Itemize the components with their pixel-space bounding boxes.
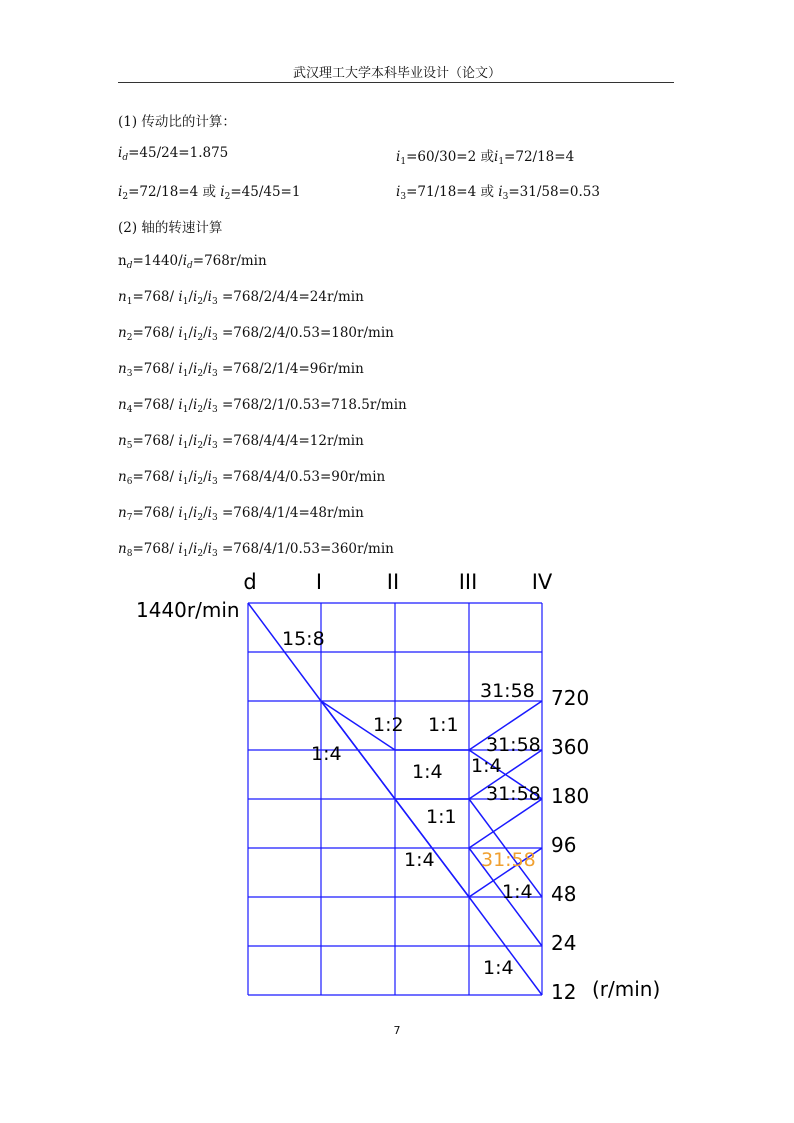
ratio-label: 15:8 <box>282 628 325 650</box>
ratio-label: 31:58 <box>486 783 541 805</box>
ratio-id-value: =45/24=1.875 <box>128 145 229 161</box>
speed-nd-result: =768r/min <box>192 253 267 269</box>
ratio-i3-alt: =31/58=0.53 <box>508 184 600 200</box>
ratio-label: 1:4 <box>412 761 443 783</box>
shaft-label: I <box>315 570 323 594</box>
input-speed-label: 1440r/min <box>136 598 240 622</box>
ratio-i1: $i_1=60/30=2$ 或$i_1=72/18=4$ <box>396 149 575 167</box>
shaft-label: d <box>243 570 257 594</box>
speed-row: $n_3=768/$ $i_1/i_2/i_3 =768/2/1/4=96r/\min$ <box>118 361 364 379</box>
page-header: 武汉理工大学本科毕业设计（论文） <box>292 66 501 81</box>
speed-row: $n_2=768/$ $i_1/i_2/i_3 =768/2/4/0.53=180r/\min$ <box>118 325 394 343</box>
speed-nd: $n_d=1440/i_d=768r/\min$ <box>118 253 267 271</box>
shaft-label: IV <box>531 570 553 594</box>
speed-level-label: 180 <box>551 784 590 808</box>
ratio-label: 1:2 <box>373 714 404 736</box>
speed-level-label: 24 <box>551 931 577 955</box>
shaft-label: II <box>386 570 400 594</box>
speed-level-label: 96 <box>551 833 577 857</box>
ratio-label: 1:1 <box>428 714 459 736</box>
ratio-i2: $i_2=72/18=4$ 或 $i_2=45/45=1$ <box>118 184 301 202</box>
speed-level-label: 12 <box>551 980 577 1004</box>
ratio-i1-value: =60/30=2 或 <box>406 149 494 165</box>
speed-row: $n_6=768/$ $i_1/i_2/i_3 =768/4/4/0.53=90r/\min$ <box>118 469 386 487</box>
ratio-line <box>469 799 542 848</box>
ratio-id: $i_d=45/24=1.875$ <box>118 145 229 163</box>
speed-row: $n_5=768/$ $i_1/i_2/i_3 =768/4/4/4=12r/\min$ <box>118 433 364 451</box>
unit-label: (r/min) <box>592 977 661 1001</box>
speed-level-label: 720 <box>551 686 590 710</box>
speed-row: $n_8=768/$ $i_1/i_2/i_3 =768/4/1/0.53=360r/\min$ <box>118 541 394 559</box>
ratio-label: 1:1 <box>426 806 457 828</box>
ratio-heading: (1) 传动比的计算： <box>118 114 236 130</box>
speed-heading: (2) 轴的转速计算 <box>118 220 223 236</box>
speed-level-label: 48 <box>551 882 577 906</box>
page-number: 7 <box>393 1024 401 1037</box>
speed-level-label: 360 <box>551 735 590 759</box>
highlight-ratio-label: 31:58 <box>481 849 536 871</box>
ratio-i3-value: =71/18=4 或 <box>406 184 494 200</box>
ratio-label: 1:4 <box>404 849 435 871</box>
speed-row: $n_1=768/$ $i_1/i_2/i_3 =768/2/4/4=24r/\min$ <box>118 289 364 307</box>
ratio-label: 1:4 <box>471 755 502 777</box>
ratio-label: 31:58 <box>480 680 535 702</box>
ratio-label: 1:4 <box>311 743 342 765</box>
speed-row: $n_7=768/$ $i_1/i_2/i_3 =768/4/1/4=48r/\min$ <box>118 505 364 523</box>
ratio-label: 1:4 <box>502 881 533 903</box>
ratio-label: 31:58 <box>486 734 541 756</box>
ratio-i2-alt: =45/45=1 <box>230 184 301 200</box>
ratio-i3: $i_3=71/18=4$ 或 $i_3=31/58=0.53$ <box>396 184 600 202</box>
speed-row: $n_4=768/$ $i_1/i_2/i_3 =768/2/1/0.53=718.5r/\min$ <box>118 397 407 415</box>
shaft-label: III <box>458 570 478 594</box>
ratio-label: 1:4 <box>483 957 514 979</box>
ratio-i1-alt: =72/18=4 <box>504 149 575 165</box>
ratio-i2-value: =72/18=4 或 <box>128 184 216 200</box>
speed-nd-expr: =1440/ <box>132 253 183 269</box>
